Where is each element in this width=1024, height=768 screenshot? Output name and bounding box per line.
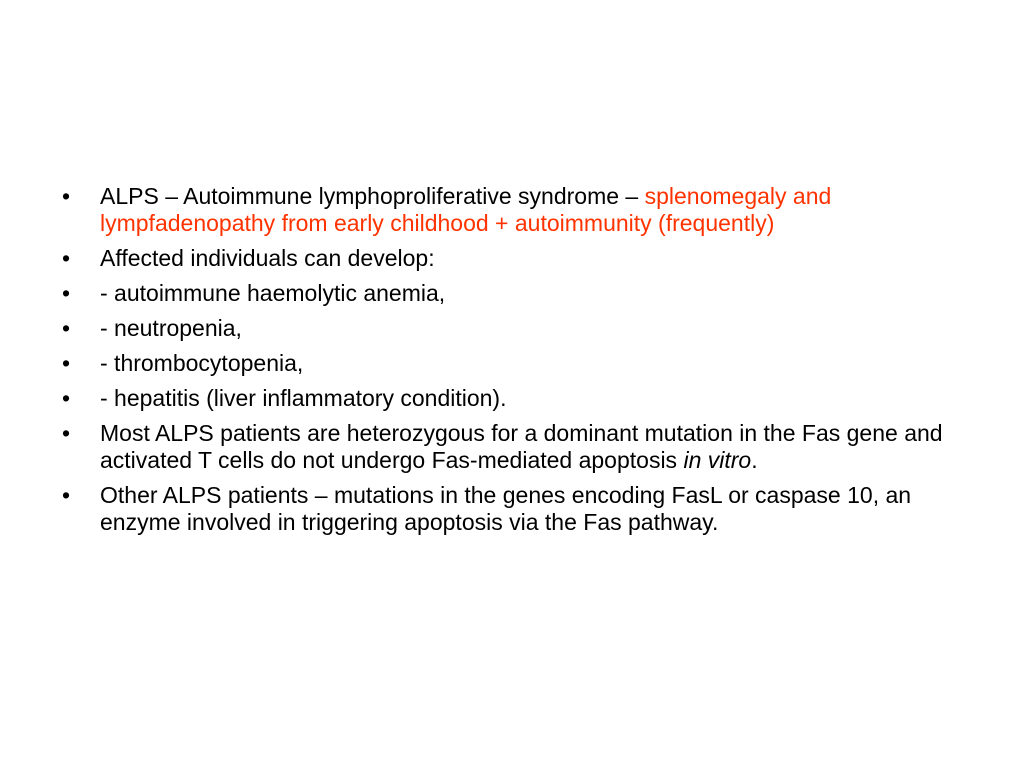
bullet-dot-icon: • <box>62 245 71 271</box>
bullet-item-hepatitis <box>62 385 967 412</box>
bullet-text: - autoimmune haemolytic anemia, <box>100 280 446 306</box>
bullet-dot-icon: • <box>62 350 71 376</box>
bullet-dot-icon: • <box>62 420 71 446</box>
bullet-item-alps-definition <box>62 183 967 237</box>
bullet-dot-icon: • <box>62 280 71 306</box>
bullet-text: Most ALPS patients are heterozygous for a dominant mutation in the Fas gene and activated T cells do not undergo Fas-mediated apoptosis <box>100 420 943 473</box>
bullet-item-neutropenia <box>62 315 967 342</box>
bullet-item-affected-individuals <box>62 245 967 272</box>
bullet-item-haemolytic-anemia <box>62 280 967 307</box>
bullet-text: Other ALPS patients – mutations in the genes encoding FasL or caspase 10, an enzyme involved in triggering apoptosis via the Fas pathway. <box>100 482 912 535</box>
bullet-suffix-text: . <box>751 447 758 473</box>
bullet-highlight-text: splenomegaly and lympfadenopathy from early childhood + autoimmunity (frequently) <box>100 183 832 236</box>
bullet-text: - neutropenia, <box>100 315 242 341</box>
bullet-item-other-mutations <box>62 482 967 536</box>
bullet-text: - hepatitis (liver inflammatory condition). <box>100 385 507 411</box>
bullet-dot-icon: • <box>62 183 71 209</box>
bullet-list <box>62 183 967 544</box>
bullet-item-thrombocytopenia <box>62 350 967 377</box>
bullet-item-fas-mutation <box>62 420 967 474</box>
bullet-dot-icon: • <box>62 482 71 508</box>
bullet-text: - thrombocytopenia, <box>100 350 304 376</box>
bullet-dot-icon: • <box>62 385 71 411</box>
bullet-italic-text: in vitro <box>683 447 752 473</box>
bullet-text: Affected individuals can develop: <box>100 245 435 271</box>
bullet-text: ALPS – Autoimmune lymphoproliferative syndrome – <box>100 183 645 209</box>
bullet-dot-icon: • <box>62 315 71 341</box>
